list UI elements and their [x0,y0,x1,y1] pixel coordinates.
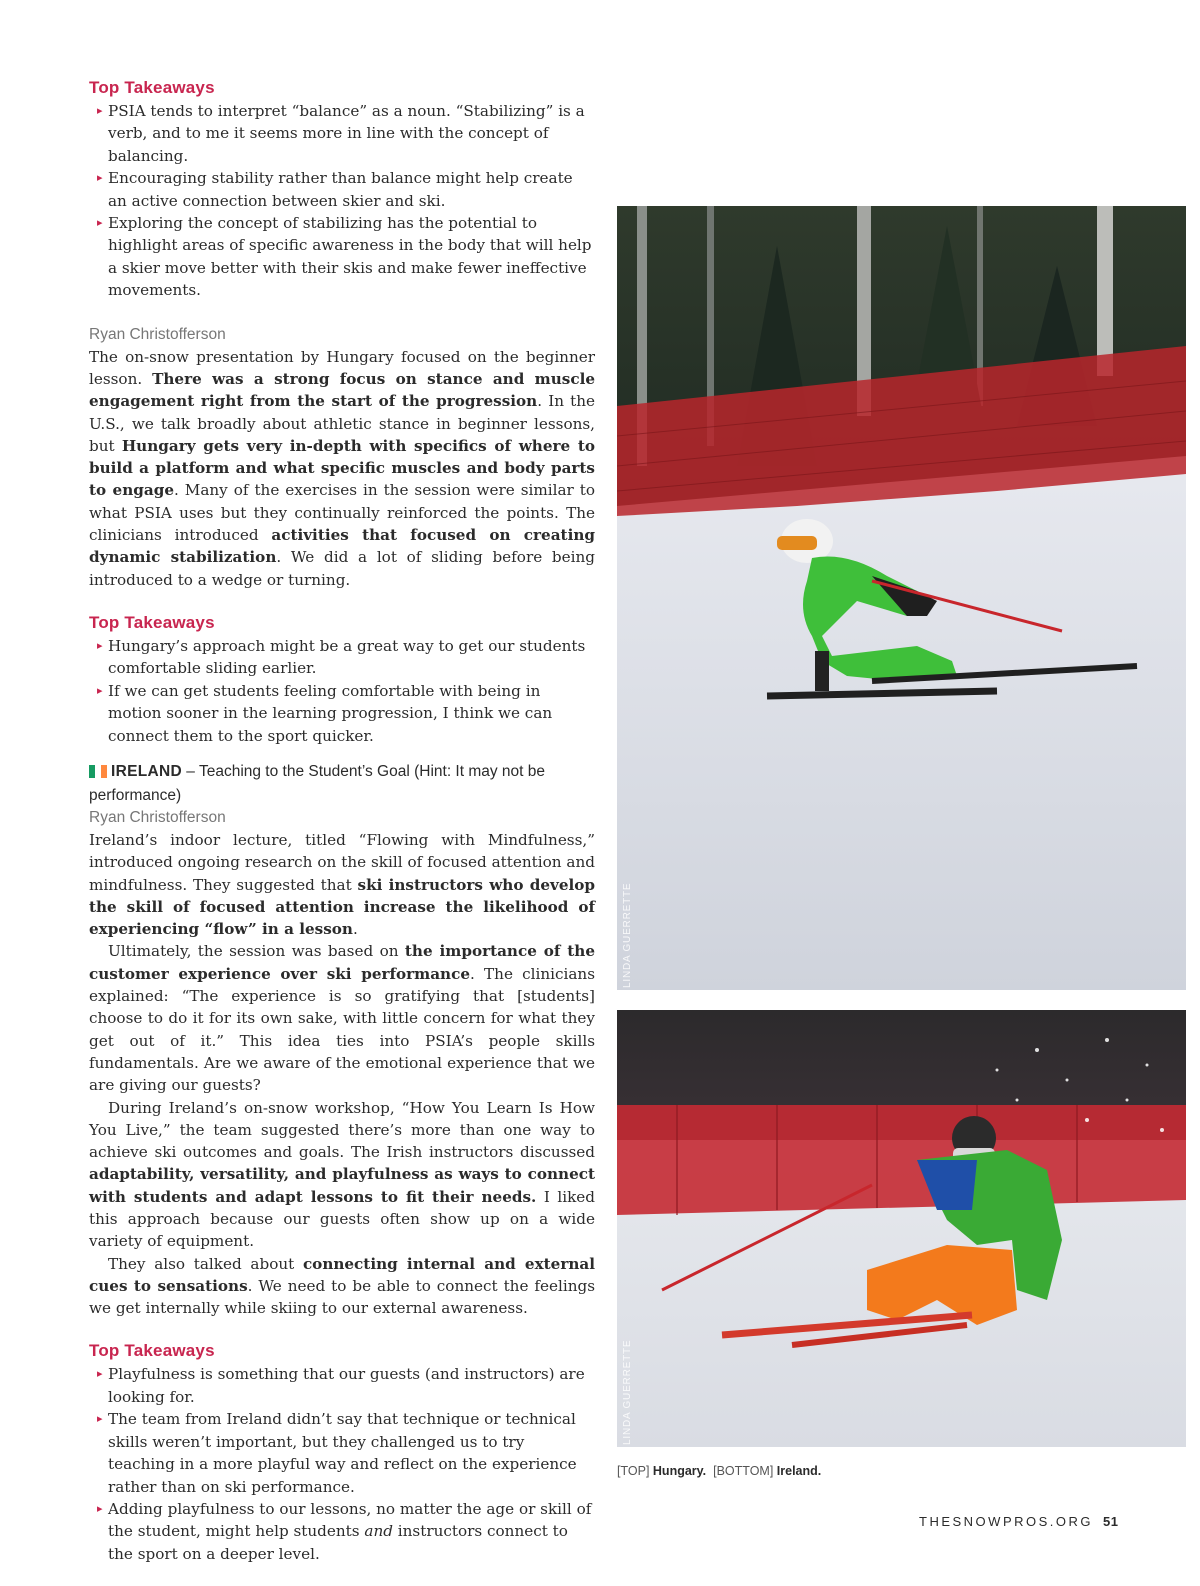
triangle-bullet-icon: ▸ [97,216,103,230]
site-url: THESNOWPROS.ORG [919,1514,1094,1529]
article-column [89,78,595,1565]
takeaways-list [89,635,595,747]
page-number: 51 [1103,1514,1119,1529]
author-byline: Ryan Christofferson [89,808,226,826]
author-byline: Ryan Christofferson [89,325,226,343]
triangle-bullet-icon: ▸ [97,104,103,117]
takeaways-list [89,1363,595,1565]
ireland-paragraph-2: Ultimately, the session was based on the importance of the customer experience over ski performance. The clinicians explained: “The experience is so gratifying that [students] choose to do it for its own sake, with little concern for what they get out of it.” This idea ties into PSIA’s people skills fundamentals. Are we aware of the emotional experience that we are giving our guests? [89,942,595,1095]
ireland-paragraph-3: During Ireland’s on-snow workshop, “How You Learn Is How You Live,” the team suggested there’s more than one way to achieve ski outcomes and goals. The Irish instructors discussed adaptability, versatility, and playfulness as ways to connect with students and adapt lessons to fit their needs. I liked this approach because our guests often show up on a wide variety of equipment. [89,1098,595,1251]
list-item: ▸ PSIA tends to interpret “balance” as a noun. “Stabilizing” is a verb, and to me it seems more in line with the concept of balancing. [97,102,585,165]
takeaways-heading: Top Takeaways [89,78,215,97]
takeaways-heading: Top Takeaways [89,612,215,632]
photo-caption: [TOP] Hungary. [BOTTOM] Ireland. [617,1464,822,1478]
triangle-bullet-icon: ▸ [97,683,103,697]
triangle-bullet-icon: ▸ [97,1367,103,1381]
ireland-paragraph-4: They also talked about connecting internal and external cues to sensations. We need to be able to connect the feelings we get internally while skiing to our external awareness. [89,1254,595,1318]
hungary-paragraph: The on-snow presentation by Hungary focused on the beginner lesson. There was a strong focus on stance and muscle engagement right from the start of the progression. In the U.S., we talk broadly about athletic stance in beginner lessons, but Hungary gets very in-depth with specifics of where to build a platform and what specific muscles and body parts to engage. Many of the exercises in the session were similar to what PSIA uses but they continually reinforced the points. The clinicians introduced activities that focused on creating dynamic stabilization. We did a lot of sliding before being introduced to a wedge or turning. [89,347,596,589]
list-item: ▸ Adding playfulness to our lessons, no matter the age or skill of the student, might help students and instructors connect to the sport on a deeper level. [97,1499,592,1563]
ireland-flag-icon [89,763,107,785]
skier-photo-illustration [617,1010,1186,1447]
takeaways-heading: Top Takeaways [89,1341,215,1361]
photo-credit: LINDA GUERRETTE [622,882,633,988]
ireland-paragraph-1: Ireland’s indoor lecture, titled “Flowing with Mindfulness,” introduced ongoing research on the skill of focused attention and mindfulness. They suggested that ski instructors who develop the skill of focused attention increase the likelihood of experiencing “flow” in a lesson. [89,830,596,939]
triangle-bullet-icon: ▸ [97,171,103,185]
list-item: ▸ If we can get students feeling comfortable with being in motion sooner in the learning progression, I think we can connect them to the sport quicker. [97,681,553,745]
list-item: ▸ Exploring the concept of stabilizing has the potential to highlight areas of specific awareness in the body that will help a skier move better with their skis and make fewer ineffective movements. [97,214,592,300]
skier-photo-illustration [617,206,1186,990]
section-heading-ireland: IRELAND – Teaching to the Student’s Goal (Hint: It may not be performance) [89,762,546,804]
triangle-bullet-icon: ▸ [97,1501,103,1515]
photo-hungary-skier [617,206,1186,990]
list-item: ▸ Encouraging stability rather than balance might help create an active connection between skier and ski. [97,169,573,210]
list-item: ▸ Hungary’s approach might be a great way to get our students comfortable sliding earlier. [97,636,586,678]
list-item: ▸ Playfulness is something that our guests (and instructors) are looking for. [97,1365,585,1406]
triangle-bullet-icon: ▸ [97,1412,103,1426]
list-item: ▸ The team from Ireland didn’t say that technique or technical skills weren’t important, but they challenged us to try teaching in a more playful way and reflect on the experience rather than on ski performance. [97,1410,577,1496]
photo-credit: LINDA GUERRETTE [622,1339,633,1445]
takeaways-block-3 [89,1341,595,1565]
takeaways-block-1 [89,78,595,302]
takeaways-block-2 [89,613,595,747]
triangle-bullet-icon: ▸ [97,638,103,652]
page-footer [919,1514,1118,1529]
takeaways-list [89,100,595,302]
photo-ireland-skier [617,1010,1186,1447]
